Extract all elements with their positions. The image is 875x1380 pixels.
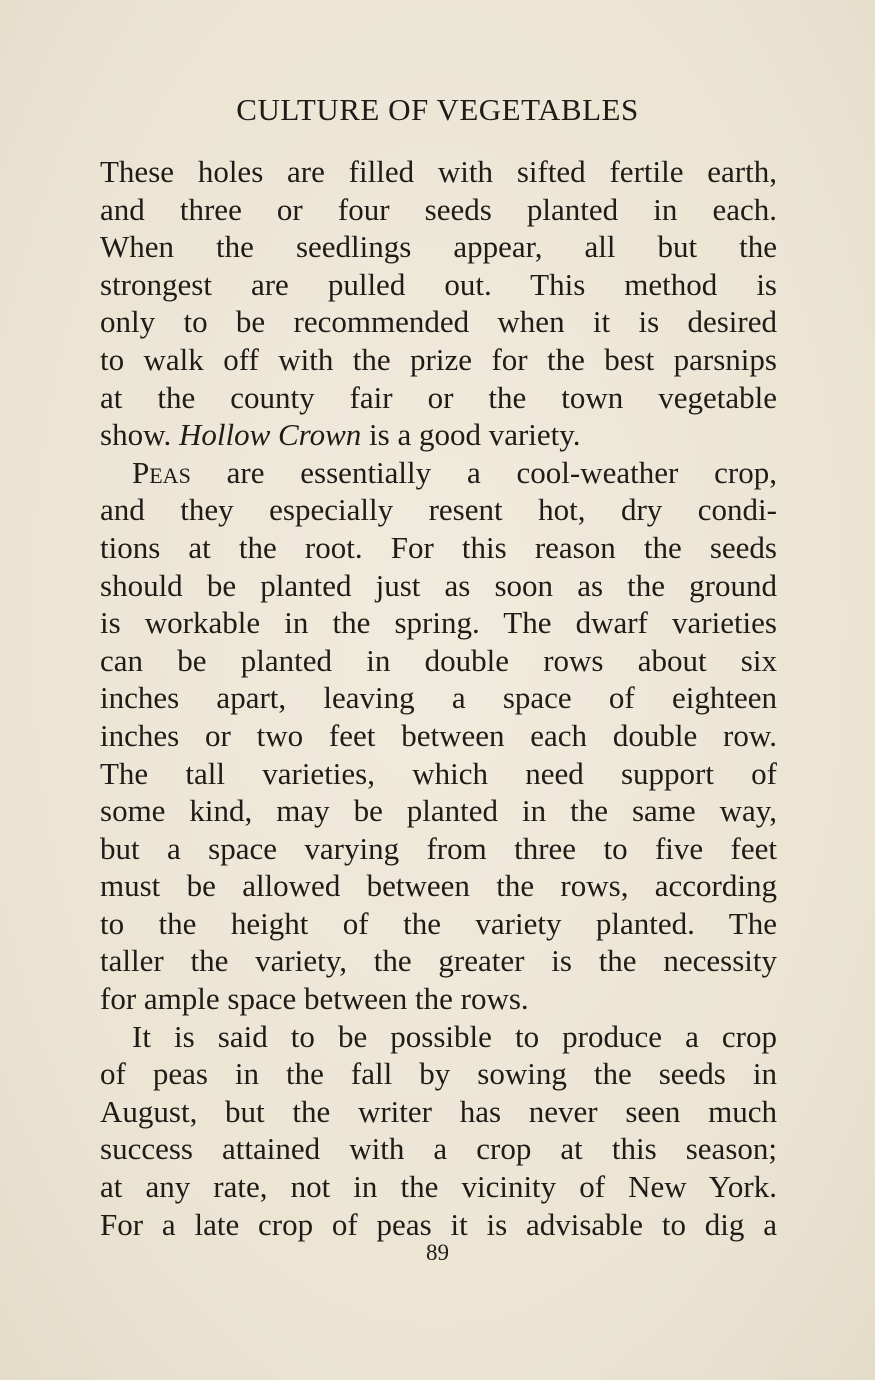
text-line: and three or four seeds planted in each. [100,191,777,227]
running-head: CULTURE OF VEGETABLES [236,92,639,127]
text-line: taller the variety, the greater is the necessity [100,943,777,979]
paragraph-lead: Peas [132,454,191,490]
text-line [100,416,777,454]
text-line: of peas in the fall by sowing the seeds in [100,1056,777,1092]
text-line: inches apart, leaving a space of eighteen [100,680,777,716]
text-run: show. [100,417,179,453]
text-line: to walk off with the prize for the best parsnips [100,341,777,377]
text-line: inches or two feet between each double row. [100,717,777,753]
text-line: tions at the root. For this reason the seeds [100,529,777,565]
text-line: at any rate, not in the vicinity of New York. [100,1169,777,1205]
text-line: must be allowed between the rows, according [100,868,777,904]
text-line: for ample space between the rows. [100,981,529,1017]
text-line: should be planted just as soon as the ground [100,567,777,603]
text-line: These holes are filled with sifted fertile earth, [100,154,777,189]
text-run: is a good variety. [361,417,581,453]
variety-name: Hollow Crown [178,417,362,453]
text-line: For a late crop of peas it is advisable to dig a [100,1206,777,1242]
text-line: can be planted in double rows about six [100,642,777,678]
body-text [100,153,777,1243]
text-line: some kind, may be planted in the same way, [100,793,777,829]
text-line: success attained with a crop at this season; [100,1131,777,1167]
text-line: only to be recommended when it is desired [100,304,777,340]
text-line: It is said to be possible to produce a crop [132,1018,777,1054]
text-line: is workable in the spring. The dwarf varieties [100,605,777,641]
text-run: are essentially a cool-weather crop, [190,454,777,490]
text-line: When the seedlings appear, all but the [100,229,777,265]
text-line: but a space varying from three to five feet [100,830,777,866]
text-line: August, but the writer has never seen much [100,1093,777,1129]
text-line: to the height of the variety planted. The [100,905,777,941]
text-line: strongest are pulled out. This method is [100,266,777,302]
text-line: and they especially resent hot, dry condi- [100,492,777,528]
text-line: at the county fair or the town vegetable [100,379,777,415]
text-line: The tall varieties, which need support of [100,755,777,791]
text-line [100,454,777,492]
page-number: 89 [426,1240,449,1265]
